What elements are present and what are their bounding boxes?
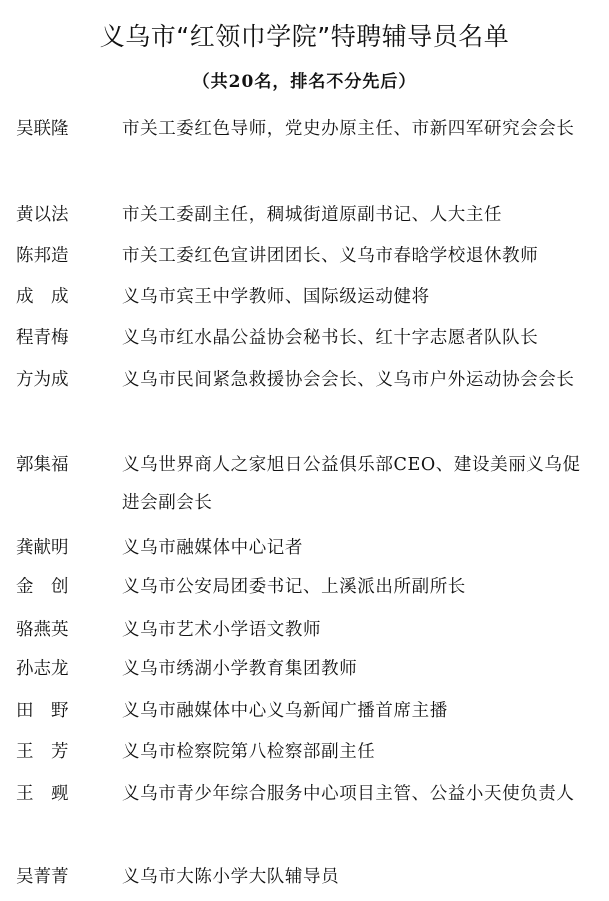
counselor-description: 市关工委红色导师，党史办原主任、市新四军研究会会长 bbox=[122, 119, 575, 139]
counselor-name: 王 芳 bbox=[16, 742, 69, 762]
document-title: 义乌市“红领巾学院”特聘辅导员名单 bbox=[99, 22, 510, 51]
counselor-description: 义乌市大陈小学大队辅导员 bbox=[122, 867, 340, 887]
counselor-description: 义乌市红水晶公益协会秘书长、红十字志愿者队队长 bbox=[122, 328, 539, 348]
counselor-description: 义乌市融媒体中心义乌新闻广播首席主播 bbox=[122, 701, 448, 721]
counselor-description: 义乌市绣湖小学教育集团教师 bbox=[122, 659, 358, 679]
counselor-name: 陈邦造 bbox=[16, 246, 69, 266]
counselor-description: 义乌市检察院第八检察部副主任 bbox=[122, 742, 376, 762]
counselor-name: 郭集福 bbox=[16, 455, 69, 475]
counselor-description: 义乌市融媒体中心记者 bbox=[122, 538, 303, 558]
counselor-description: 义乌市青少年综合服务中心项目主管、公益小天使负责人 bbox=[122, 784, 575, 804]
counselor-name: 王 觋 bbox=[16, 784, 69, 804]
counselor-name: 孙志龙 bbox=[16, 659, 69, 679]
counselor-name: 吴菁菁 bbox=[16, 867, 69, 887]
counselor-name: 金 创 bbox=[16, 577, 69, 597]
counselor-description: 义乌市艺术小学语文教师 bbox=[122, 620, 322, 640]
counselor-description: 义乌市公安局团委书记、上溪派出所副所长 bbox=[122, 577, 466, 597]
counselor-name: 吴联隆 bbox=[16, 119, 69, 139]
counselor-description: 义乌市民间紧急救援协会会长、义乌市户外运动协会会长 bbox=[122, 370, 575, 390]
counselor-name: 田 野 bbox=[16, 701, 69, 721]
counselor-name: 龚献明 bbox=[16, 538, 69, 558]
counselor-description: 市关工委副主任，稠城街道原副书记、人大主任 bbox=[122, 205, 503, 225]
counselor-description: 市关工委红色宣讲团团长、义乌市春晗学校退休教师 bbox=[122, 246, 539, 266]
counselor-name: 黄以法 bbox=[16, 205, 69, 225]
counselor-name: 成 成 bbox=[16, 287, 69, 307]
counselor-name: 方为成 bbox=[16, 370, 69, 390]
counselor-name: 骆燕英 bbox=[16, 620, 69, 640]
document-subtitle: （共20名，排名不分先后） bbox=[192, 72, 417, 92]
counselor-name: 程青梅 bbox=[16, 328, 69, 348]
counselor-description: 义乌市宾王中学教师、国际级运动健将 bbox=[122, 287, 430, 307]
counselor-description: 义乌世界商人之家旭日公益俱乐部CEO、建设美丽义乌促进会副会长 bbox=[122, 455, 581, 513]
